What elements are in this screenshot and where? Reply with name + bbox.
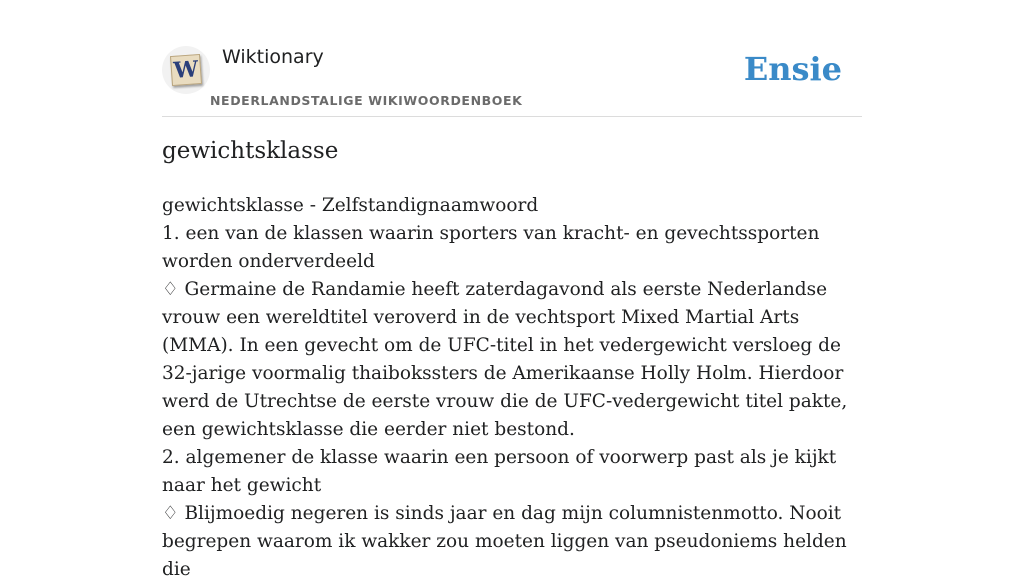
logo-tile xyxy=(170,54,202,86)
site-header xyxy=(162,40,862,117)
site-subtitle: NEDERLANDSTALIGE WIKIWOORDENBOEK xyxy=(210,93,523,108)
logo-letter: W xyxy=(172,56,200,84)
definition-1: 1. een van de klassen waarin sporters van kracht- en gevechtssporten worden onderverdeeld xyxy=(162,223,820,272)
example-2: ♢ Blijmoedig negeren is sinds jaar en dag mijn columnistenmotto. Nooit begrepen waarom ik wakker zou moeten liggen van pseudoniems helden die xyxy=(162,503,847,580)
wiktionary-logo-icon[interactable] xyxy=(162,46,210,94)
definition-heading: gewichtsklasse - Zelfstandignaamwoord xyxy=(162,195,539,216)
site-name[interactable]: Wiktionary xyxy=(222,46,324,68)
example-1: ♢ Germaine de Randamie heeft zaterdagavond als eerste Nederlandse vrouw een wereldtitel veroverd in de vechtsport Mixed Martial Arts (MMA). In een gevecht om de UFC-titel in het vedergewicht versloeg de 32-jarige voormalig thaibokssters de Amerikaanse Holly Holm. Hierdoor werd de Utrechtse de eerste vrouw die de UFC-vedergewicht titel pakte, een gewichtsklasse die eerder niet bestond. xyxy=(162,279,848,440)
page-title: gewichtsklasse xyxy=(162,138,339,164)
definition-2: 2. algemener de klasse waarin een persoon of voorwerp past als je kijkt naar het gewicht xyxy=(162,447,837,496)
brand-logo[interactable]: Ensie xyxy=(743,50,842,88)
article-body xyxy=(162,192,862,584)
